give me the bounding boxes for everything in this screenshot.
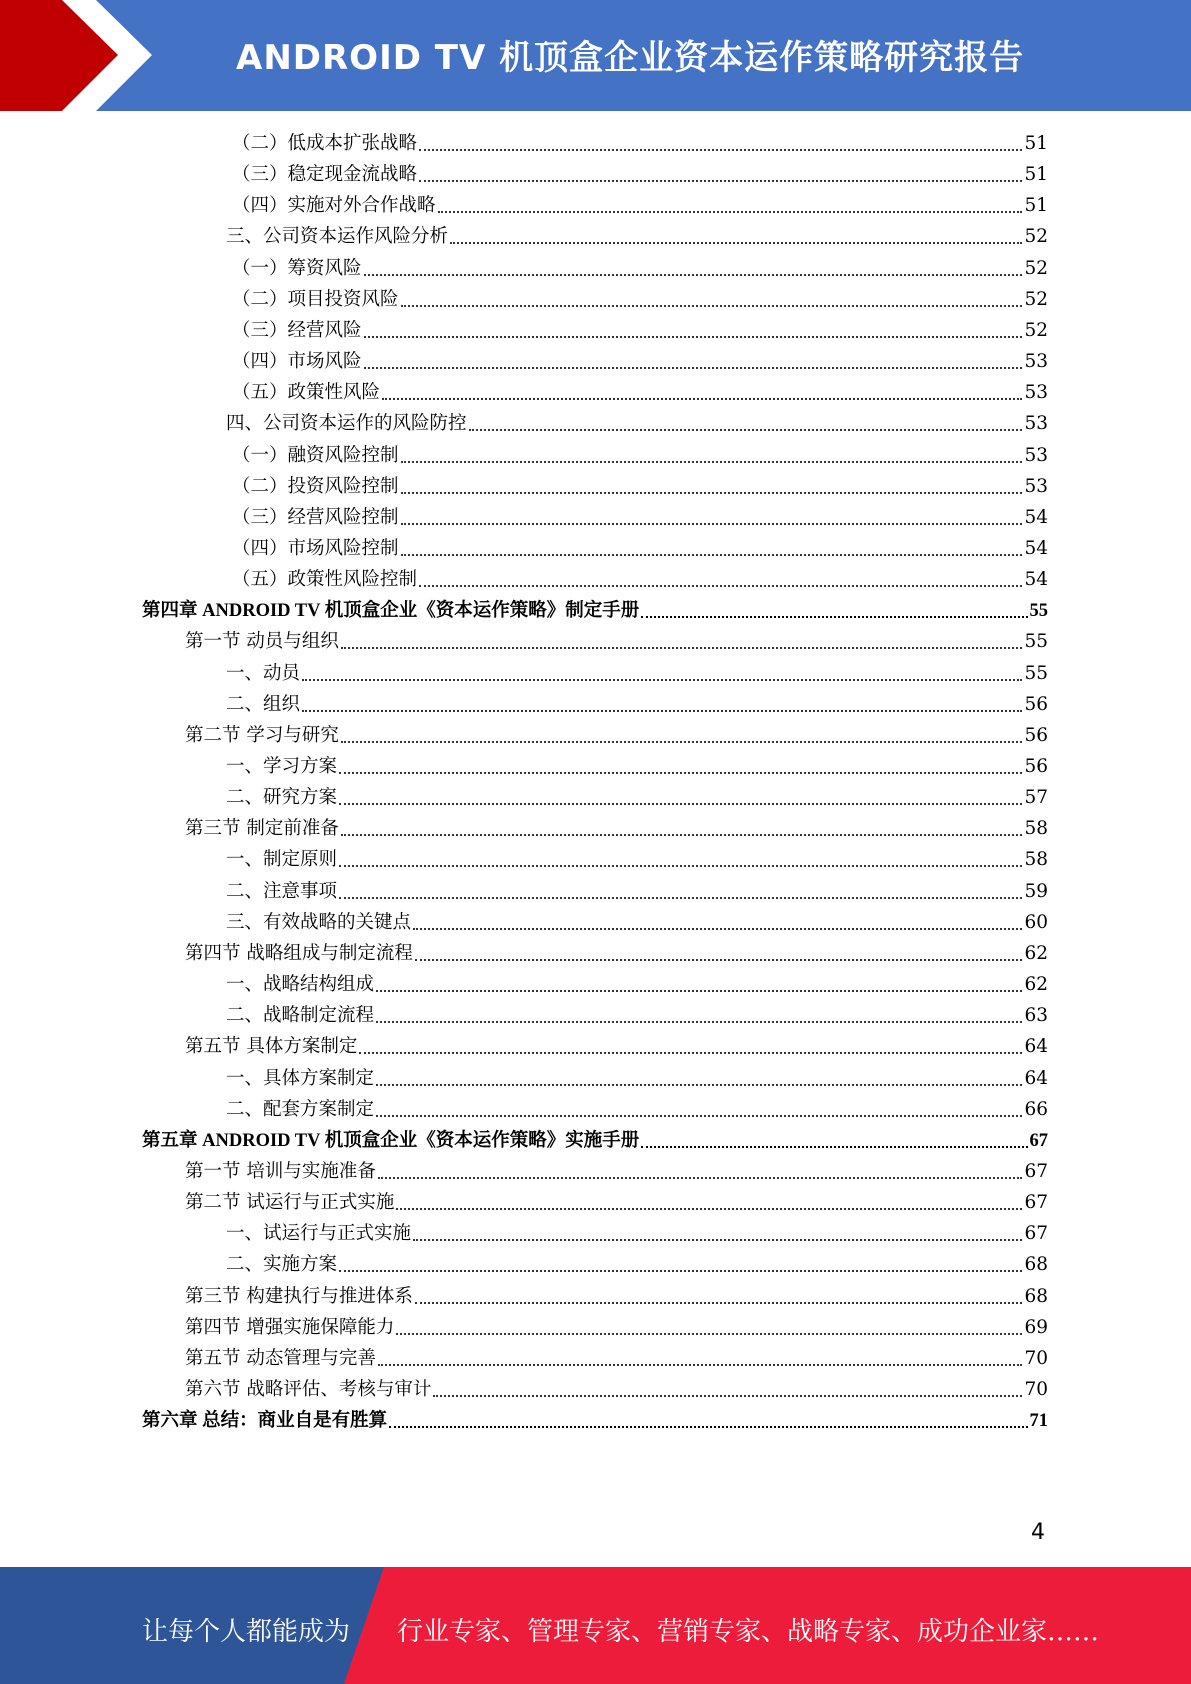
toc-entry[interactable] — [185, 1282, 1048, 1312]
toc-entry-label: （三）稳定现金流战略 — [232, 164, 418, 186]
toc-entry-label: 三、有效战略的关键点 — [226, 911, 412, 933]
toc-entry-label: （一）筹资风险 — [232, 257, 362, 279]
toc-entry-label: 三、公司资本运作风险分析 — [226, 226, 449, 248]
toc-entry-page: 53 — [1024, 351, 1048, 373]
toc-entry-label: 第三节 制定前准备 — [185, 818, 339, 840]
toc-entry[interactable] — [232, 285, 1048, 315]
toc-dot-leader — [401, 553, 1023, 556]
report-title: ANDROID TV 机顶盒企业资本运作策略研究报告 — [236, 38, 1025, 78]
toc-entry-page: 71 — [1029, 1411, 1048, 1432]
toc-dot-leader — [376, 1083, 1022, 1086]
toc-entry[interactable] — [185, 1188, 1048, 1218]
toc-entry[interactable] — [185, 627, 1048, 657]
toc-entry-page: 62 — [1024, 942, 1048, 964]
toc-entry-page: 69 — [1024, 1316, 1048, 1338]
toc-entry-page: 56 — [1024, 756, 1048, 777]
toc-entry-label: 第五节 具体方案制定 — [185, 1036, 358, 1058]
toc-entry[interactable] — [226, 1064, 1048, 1094]
toc-entry-page: 58 — [1024, 818, 1048, 840]
toc-entry[interactable] — [226, 908, 1048, 938]
toc-entry[interactable] — [226, 877, 1048, 907]
toc-entry-label: （四）市场风险控制 — [232, 537, 399, 559]
toc-dot-leader — [364, 335, 1023, 338]
toc-dot-leader — [433, 1394, 1022, 1397]
toc-entry[interactable] — [185, 1375, 1048, 1405]
toc-entry-label: 第四节 战略组成与制定流程 — [185, 942, 413, 964]
toc-dot-leader — [359, 1051, 1022, 1054]
footer-slogan-left: 让每个人都能成为 — [142, 1617, 351, 1647]
toc-entry[interactable] — [226, 970, 1048, 1000]
toc-dot-leader — [415, 958, 1023, 961]
toc-entry[interactable] — [226, 659, 1048, 689]
toc-entry-page: 62 — [1024, 974, 1048, 996]
toc-entry-label: 二、实施方案 — [226, 1254, 338, 1276]
toc-entry[interactable] — [232, 441, 1048, 471]
toc-entry-label: 一、学习方案 — [226, 756, 338, 777]
toc-entry-label: 二、研究方案 — [226, 787, 338, 809]
toc-entry-page: 67 — [1024, 1192, 1048, 1214]
toc-dot-leader — [419, 179, 1022, 182]
toc-entry-page: 51 — [1024, 133, 1048, 154]
toc-entry-page: 64 — [1024, 1067, 1048, 1089]
toc-entry-label: （二）低成本扩张战略 — [232, 133, 418, 154]
toc-entry[interactable] — [185, 1344, 1048, 1374]
toc-entry-label: （二）投资风险控制 — [232, 475, 399, 497]
toc-entry-page: 58 — [1024, 849, 1048, 871]
toc-entry-label: 第三节 构建执行与推进体系 — [185, 1285, 413, 1307]
toc-dot-leader — [302, 709, 1022, 712]
toc-dot-leader — [450, 241, 1022, 244]
toc-entry-page: 53 — [1024, 413, 1048, 435]
toc-entry[interactable] — [226, 1219, 1048, 1249]
toc-entry-label: 二、配套方案制定 — [226, 1098, 375, 1120]
toc-entry[interactable] — [185, 721, 1048, 751]
toc-entry[interactable] — [185, 814, 1048, 844]
toc-entry[interactable] — [185, 1032, 1048, 1062]
toc-dot-leader — [419, 584, 1022, 587]
toc-dot-leader — [339, 802, 1022, 805]
toc-entry-page: 60 — [1024, 911, 1048, 933]
toc-dot-leader — [376, 1020, 1022, 1023]
toc-chapter-entry[interactable] — [142, 596, 1048, 626]
toc-entry-page: 54 — [1024, 569, 1048, 591]
toc-entry[interactable] — [226, 1001, 1048, 1031]
toc-entry[interactable] — [232, 160, 1048, 190]
toc-entry-label: 第一节 培训与实施准备 — [185, 1160, 376, 1182]
toc-dot-leader — [339, 771, 1022, 774]
toc-entry[interactable] — [232, 191, 1048, 221]
toc-entry[interactable] — [185, 1313, 1048, 1343]
toc-entry-page: 56 — [1024, 724, 1048, 746]
toc-entry-label: 第一节 动员与组织 — [185, 631, 339, 653]
toc-chapter-entry[interactable] — [142, 1126, 1048, 1156]
toc-entry-label: （三）经营风险控制 — [232, 506, 399, 528]
toc-entry-page: 53 — [1024, 382, 1048, 404]
toc-entry-page: 59 — [1024, 880, 1048, 902]
toc-entry-label: 二、注意事项 — [226, 880, 338, 902]
toc-dot-leader — [341, 740, 1023, 743]
toc-dot-leader — [339, 864, 1022, 867]
toc-entry-label: 第四节 增强实施保障能力 — [185, 1316, 395, 1338]
toc-entry-label: 第二节 学习与研究 — [185, 724, 339, 746]
toc-entry-page: 53 — [1024, 475, 1048, 497]
toc-dot-leader — [396, 1332, 1022, 1335]
toc-dot-leader — [364, 366, 1023, 369]
toc-entry-label: 第四章 ANDROID TV 机顶盒企业《资本运作策略》制定手册 — [142, 601, 640, 622]
toc-entry-page: 54 — [1024, 506, 1048, 528]
toc-entry-label: 一、战略结构组成 — [226, 974, 375, 996]
toc-entry[interactable] — [185, 939, 1048, 969]
toc-entry[interactable] — [232, 503, 1048, 533]
toc-entry-page: 64 — [1024, 1036, 1048, 1058]
footer-band — [0, 1567, 1191, 1684]
toc-dot-leader — [419, 148, 1022, 151]
toc-entry[interactable] — [226, 409, 1048, 439]
toc-entry-page: 70 — [1024, 1347, 1048, 1369]
toc-entry-label: 四、公司资本运作的风险防控 — [226, 413, 467, 435]
toc-entry[interactable] — [226, 783, 1048, 813]
toc-entry-page: 68 — [1024, 1254, 1048, 1276]
toc-dot-leader — [641, 1145, 1027, 1148]
toc-dot-leader — [396, 1207, 1022, 1210]
toc-entry-page: 56 — [1024, 693, 1048, 715]
toc-entry-page: 55 — [1024, 631, 1048, 653]
toc-entry-label: （一）融资风险控制 — [232, 444, 399, 466]
footer-slogan-right: 行业专家、管理专家、营销专家、战略专家、成功企业家…… — [397, 1617, 1100, 1647]
toc-entry-label: 第六节 战略评估、考核与审计 — [185, 1379, 432, 1400]
toc-dot-leader — [376, 1114, 1022, 1117]
toc-entry-page: 52 — [1024, 226, 1048, 248]
toc-dot-leader — [341, 833, 1023, 836]
toc-entry[interactable] — [232, 254, 1048, 284]
toc-entry[interactable] — [226, 752, 1048, 782]
toc-dot-leader — [401, 522, 1023, 525]
toc-entry-label: 第五章 ANDROID TV 机顶盒企业《资本运作策略》实施手册 — [142, 1130, 640, 1151]
toc-entry-page: 67 — [1029, 1130, 1048, 1151]
toc-entry-label: 一、制定原则 — [226, 849, 338, 871]
toc-entry[interactable] — [232, 565, 1048, 595]
toc-chapter-entry[interactable] — [142, 1406, 1048, 1436]
toc-entry[interactable] — [232, 129, 1048, 159]
toc-dot-leader — [302, 678, 1022, 681]
toc-entry-page: 70 — [1024, 1379, 1048, 1400]
toc-entry-page: 55 — [1024, 662, 1048, 684]
toc-entry[interactable] — [226, 1250, 1048, 1280]
toc-dot-leader — [389, 1425, 1027, 1428]
toc-entry-label: 第二节 试运行与正式实施 — [185, 1192, 395, 1214]
toc-entry-page: 51 — [1024, 195, 1048, 217]
toc-entry-label: （五）政策性风险控制 — [232, 569, 418, 591]
toc-dot-leader — [378, 1176, 1023, 1179]
toc-dot-leader — [364, 273, 1023, 276]
toc-dot-leader — [339, 896, 1022, 899]
toc-entry-label: 一、具体方案制定 — [226, 1067, 375, 1089]
toc-entry-label: （二）项目投资风险 — [232, 288, 399, 310]
toc-entry-page: 66 — [1024, 1098, 1048, 1120]
toc-dot-leader — [469, 428, 1023, 431]
toc-entry-page: 52 — [1024, 288, 1048, 310]
toc-entry-page: 67 — [1024, 1160, 1048, 1182]
toc-entry[interactable] — [232, 378, 1048, 408]
toc-entry-label: 二、组织 — [226, 693, 301, 715]
toc-entry-page: 68 — [1024, 1285, 1048, 1307]
toc-entry-page: 52 — [1024, 257, 1048, 279]
toc-entry-label: （四）实施对外合作战略 — [232, 195, 436, 217]
toc-entry[interactable] — [232, 347, 1048, 377]
toc-dot-leader — [376, 989, 1022, 992]
toc-dot-leader — [339, 1269, 1022, 1272]
toc-entry[interactable] — [226, 222, 1048, 252]
toc-entry[interactable] — [232, 534, 1048, 564]
toc-dot-leader — [378, 1363, 1023, 1366]
toc-entry-label: 二、战略制定流程 — [226, 1005, 375, 1027]
toc-entry-label: 第六章 总结：商业自是有胜算 — [142, 1411, 388, 1432]
toc-dot-leader — [401, 460, 1023, 463]
toc-dot-leader — [401, 491, 1023, 494]
toc-dot-leader — [401, 304, 1023, 307]
toc-dot-leader — [382, 397, 1022, 400]
toc-dot-leader — [413, 1238, 1022, 1241]
toc-entry-label: 第五节 动态管理与完善 — [185, 1347, 376, 1369]
toc-entry-label: 一、动员 — [226, 662, 301, 684]
header-band — [0, 0, 1191, 111]
page-number: 4 — [1031, 1520, 1045, 1545]
toc-entry-label: （四）市场风险 — [232, 351, 362, 373]
toc-dot-leader — [341, 646, 1023, 649]
toc-entry-label: 一、试运行与正式实施 — [226, 1223, 412, 1245]
toc-entry[interactable] — [185, 1157, 1048, 1187]
toc-dot-leader — [641, 615, 1027, 618]
toc-entry-page: 63 — [1024, 1005, 1048, 1027]
toc-entry[interactable] — [226, 845, 1048, 875]
toc-dot-leader — [438, 210, 1023, 213]
toc-dot-leader — [415, 1301, 1023, 1304]
toc-entry-page: 55 — [1029, 601, 1048, 622]
toc-entry-label: （三）经营风险 — [232, 319, 362, 341]
toc-entry[interactable] — [226, 690, 1048, 720]
toc-entry-page: 54 — [1024, 537, 1048, 559]
toc-dot-leader — [413, 927, 1022, 930]
toc-entry-page: 53 — [1024, 444, 1048, 466]
toc-entry-page: 52 — [1024, 319, 1048, 341]
toc-entry-page: 57 — [1024, 787, 1048, 809]
toc-entry-page: 67 — [1024, 1223, 1048, 1245]
toc-entry-page: 51 — [1024, 164, 1048, 186]
toc-entry-label: （五）政策性风险 — [232, 382, 381, 404]
toc-entry[interactable] — [226, 1095, 1048, 1125]
toc-entry[interactable] — [232, 472, 1048, 502]
toc-entry[interactable] — [232, 316, 1048, 346]
header-chevron-icon — [0, 0, 160, 111]
